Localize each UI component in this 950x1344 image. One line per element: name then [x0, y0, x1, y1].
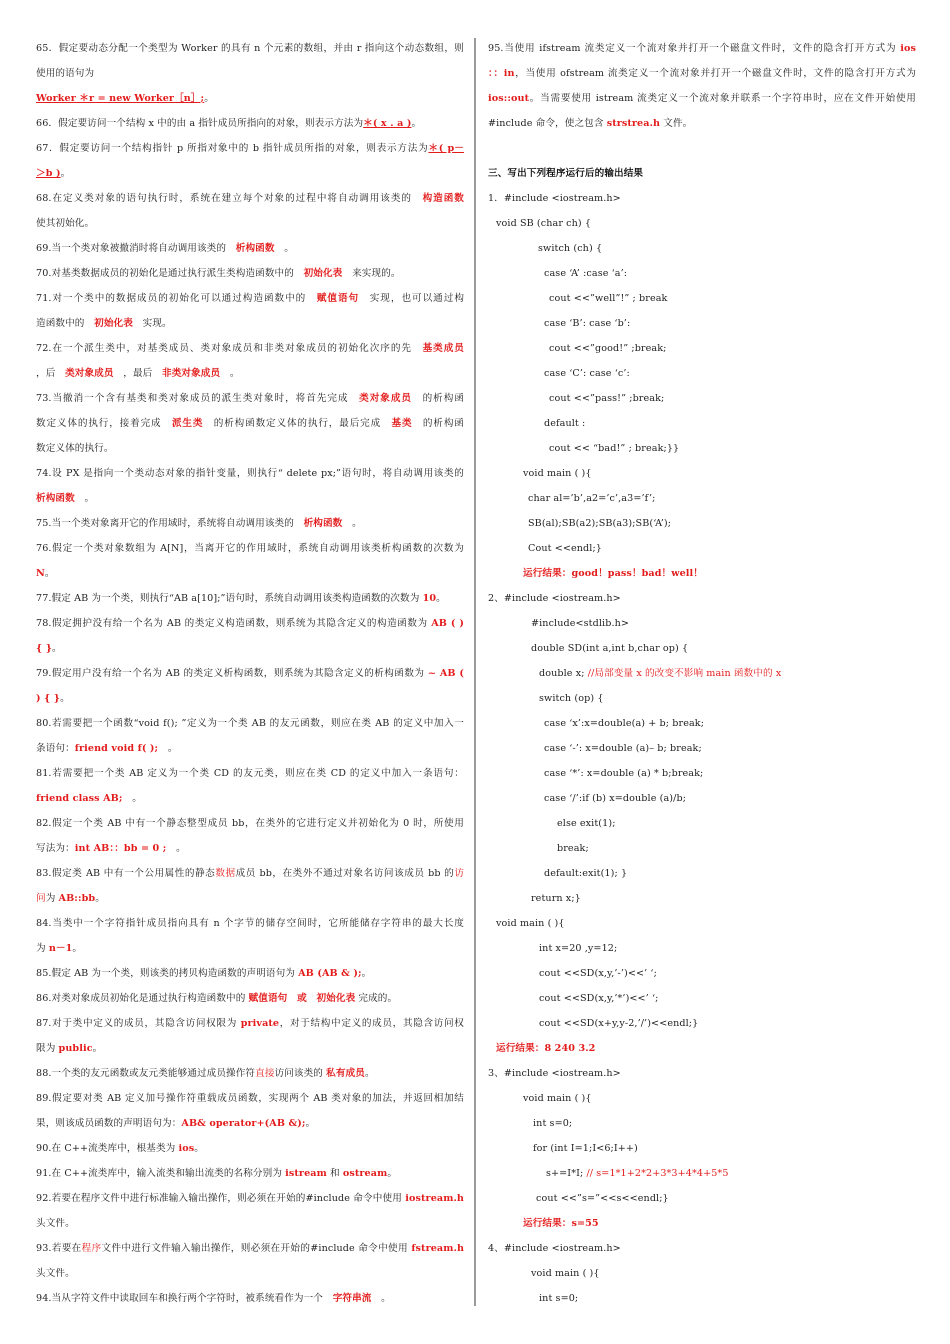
left-text-line: [36, 986, 464, 1011]
answer-text: 类对象成员: [359, 393, 413, 404]
left-text-line: [36, 586, 464, 611]
answer-text: 运行结果：8 240 3.2: [496, 1043, 596, 1054]
text-segment: #include 命令，使之包含: [488, 118, 607, 129]
left-text-line: [36, 886, 464, 911]
text-segment: 。: [95, 893, 105, 904]
text-segment: 85.假定 AB 为一个类，则该类的拷贝构造函数的声明语句为: [36, 968, 299, 979]
left-text-line: [36, 236, 464, 261]
text-segment: 数定义体的执行，接着完成: [36, 418, 172, 429]
text-segment: 。: [342, 518, 362, 529]
text-segment: case ‘x’:x=double(a) + b; break;: [544, 718, 705, 729]
text-segment: else exit(1);: [557, 818, 616, 829]
right-text-line: [488, 661, 916, 686]
answer-text: 初始化表: [94, 318, 133, 329]
right-text-line: [488, 936, 916, 961]
text-segment: double SD(int a,int b,char op) {: [531, 643, 689, 654]
left-text-line: [36, 1136, 464, 1161]
text-segment: 。: [122, 793, 142, 804]
answer-text: 析构函数: [235, 243, 275, 254]
answer-text: { }: [36, 643, 52, 654]
text-segment: 的析构函: [412, 393, 465, 404]
answer-text: int AB：：bb = 0 ;: [74, 843, 167, 854]
text-segment: 。: [387, 1168, 398, 1179]
right-text-line: [488, 311, 916, 336]
right-text-line: [488, 1036, 916, 1061]
right-text-line: [488, 1261, 916, 1286]
answer-text: 10: [422, 593, 437, 604]
text-segment: 。: [220, 368, 240, 379]
text-segment: 文件中进行文件输入输出操作，则必须在开始的#include 命令中使用: [101, 1243, 412, 1254]
answer-text: 初始化表: [303, 268, 343, 279]
left-text-line: [36, 861, 464, 886]
left-text-line: [36, 61, 464, 86]
text-segment: 72.在一个派生类中，对基类成员、类对象成员和非类对象成员的初始化次序的先: [36, 343, 423, 354]
right-text-line: [488, 861, 916, 886]
answer-text: ios: [178, 1143, 195, 1154]
left-text-line: [36, 1261, 464, 1286]
left-text-line: [36, 361, 464, 386]
right-text-line: [488, 136, 916, 161]
left-text-line: [36, 736, 464, 761]
right-text-line: [488, 111, 916, 136]
text-segment: 头文件。: [36, 1268, 75, 1279]
text-segment: 条语句：: [36, 743, 75, 754]
text-segment: case ‘-’: x=double (a)– b; break;: [544, 743, 702, 754]
answer-text: ＞b ): [36, 168, 61, 179]
text-segment: switch (op) {: [539, 693, 604, 704]
left-text-line: [36, 786, 464, 811]
text-segment: void main ( ){: [523, 468, 592, 479]
answer-text: 析构函数: [303, 518, 343, 529]
left-text-line: [36, 1211, 464, 1236]
text-segment: void main ( ){: [531, 1268, 600, 1279]
text-segment: 的析构函数定义体的执行，最后完成: [203, 418, 392, 429]
left-text-line: [36, 611, 464, 636]
text-segment: 。: [411, 118, 422, 129]
text-segment: 68.在定义类对象的语句执行时，系统在建立每个对象的过程中将自动调用该类的: [36, 193, 423, 204]
text-segment: 75.当一个类对象离开它的作用域时，系统将自动调用该类的: [36, 518, 304, 529]
right-text-line: [488, 786, 916, 811]
text-segment: 。: [166, 843, 186, 854]
right-text-line: [488, 211, 916, 236]
text-segment: 来实现的。: [342, 268, 401, 279]
text-segment: 86.对类对象成员初始化是通过执行构造函数中的: [36, 993, 249, 1004]
text-segment: 为: [45, 893, 59, 904]
section-heading: 三、写出下列程序运行后的输出结果: [488, 168, 644, 179]
text-segment: break;: [557, 843, 589, 854]
right-text-line: [488, 361, 916, 386]
right-text-line: [488, 561, 916, 586]
answer-text: 派生类: [171, 418, 204, 429]
answer-text: ：：in: [488, 68, 515, 79]
answer-text: fstream.h: [411, 1243, 465, 1254]
text-segment: 89.假定要对类 AB 定义加号操作符重载成员函数，实现两个 AB 类对象的加法，并返回相加结: [36, 1093, 464, 1104]
right-text-line: [488, 1111, 916, 1136]
right-text-line: [488, 161, 916, 186]
answer-text: private: [240, 1018, 280, 1029]
answer-text: 构造函数: [422, 193, 464, 204]
text-segment: 93.若要在: [36, 1243, 82, 1254]
answer-text: 非类对象成员: [162, 368, 221, 379]
text-segment: 3、#include <iostream.h>: [488, 1068, 621, 1079]
text-segment: 。: [72, 943, 83, 954]
left-text-line: [36, 111, 464, 136]
text-segment: 94.当从字符文件中读取回车和换行两个字符时，被系统看作为一个: [36, 1293, 333, 1304]
right-text-line: [488, 1086, 916, 1111]
text-segment: [287, 993, 297, 1004]
left-text-line: [36, 311, 464, 336]
right-text-line: [488, 686, 916, 711]
left-text-line: [36, 1086, 464, 1111]
text-segment: 限为: [36, 1043, 59, 1054]
text-segment: ，最后: [113, 368, 163, 379]
answer-text: 运行结果：good！pass！bad！well！: [523, 568, 703, 579]
answer-text: 运行结果：s=55: [523, 1218, 599, 1229]
answer-text: 赋值语句: [248, 993, 288, 1004]
text-segment: 83.假定类 AB 中有一个公用属性的静态: [36, 868, 216, 879]
text-segment: 2、#include <iostream.h>: [488, 593, 621, 604]
left-text-line: [36, 811, 464, 836]
text-segment: 完成的。: [355, 993, 398, 1004]
text-segment: 90.在 C++流类库中，根基类为: [36, 1143, 179, 1154]
text-segment: return x;}: [531, 893, 581, 904]
answer-text: friend void f( );: [74, 743, 159, 754]
column-divider: [474, 38, 476, 1306]
left-text-line: [36, 136, 464, 161]
text-segment: 74.设 PX 是指向一个类动态对象的指针变量，则执行“ delete px;”语句时，将自动调用该类的: [36, 468, 464, 479]
text-segment: void SB (char ch) {: [496, 218, 592, 229]
text-segment: 88.一个类的友元函数或友元类能够通过成员操作符: [36, 1068, 256, 1079]
text-segment: cout <<SD(x,y,’*’)<<’ ‘;: [539, 993, 659, 1004]
answer-text: 析构函数: [36, 493, 75, 504]
left-text-line: [36, 536, 464, 561]
text-segment: case ‘A’ :case ‘a’:: [544, 268, 628, 279]
text-segment: 。: [60, 168, 71, 179]
text-segment: 果，则该成员函数的声明语句为：: [36, 1118, 182, 1129]
answer-text: 基类成员: [422, 343, 464, 354]
text-segment: //局部变量 x 的改变不影响 main 函数中的 x: [587, 668, 782, 679]
right-text-line: [488, 836, 916, 861]
answer-text: 私有成员: [326, 1068, 365, 1079]
text-segment: 65．假定要动态分配一个类型为 Worker 的具有 n 个元素的数组，并由 r 指向这个动态数组，则: [36, 43, 464, 54]
text-segment: #include<stdlib.h>: [531, 618, 630, 629]
right-text-line: [488, 586, 916, 611]
text-segment: ，当使用 ofstream 流类定义一个流对象并打开一个磁盘文件时，文件的隐含打开方式为: [514, 68, 916, 79]
answer-text: AB::bb: [58, 893, 96, 904]
right-text-line: [488, 286, 916, 311]
answer-text: 或: [297, 993, 307, 1004]
text-segment: 73.当撤消一个含有基类和类对象成员的派生类对象时，将首先完成: [36, 393, 360, 404]
text-segment: 。: [274, 243, 294, 254]
text-segment: 80.若需要把一个函数“void f(); ”定义为一个类 AB 的友元函数，则应在类 AB 的定义中加入一: [36, 718, 464, 729]
right-text-line: [488, 1161, 916, 1186]
right-text-line: [488, 736, 916, 761]
text-segment: 数据: [215, 868, 236, 879]
right-text-line: [488, 536, 916, 561]
left-text-line: [36, 211, 464, 236]
left-text-line: [36, 486, 464, 511]
left-text-line: [36, 561, 464, 586]
right-text-line: [488, 1236, 916, 1261]
left-text-line: [36, 1011, 464, 1036]
right-text-line: [488, 1286, 916, 1311]
answer-text: AB (AB & );: [298, 968, 362, 979]
right-text-line: [488, 1061, 916, 1086]
answer-text: 初始化表: [316, 993, 356, 1004]
text-segment: 87.对于类中定义的成员，其隐含访问权限为: [36, 1018, 241, 1029]
text-segment: cout << “bad!” ; break;}}: [549, 443, 680, 454]
answer-text: ostream: [342, 1168, 388, 1179]
left-text-line: [36, 411, 464, 436]
text-segment: 数定义体的执行。: [36, 443, 114, 454]
text-segment: cout <<”well”!” ; break: [549, 293, 668, 304]
right-text-line: [488, 1186, 916, 1211]
left-text-line: [36, 1161, 464, 1186]
text-segment: cout <<SD(x+y,y-2,’/’)<<endl;}: [539, 1018, 699, 1029]
text-segment: cout <<SD(x,y,’-’)<<’ ‘;: [539, 968, 657, 979]
answer-text: ~ AB (: [427, 668, 464, 679]
text-segment: 写法为：: [36, 843, 75, 854]
text-segment: 78.假定拥护没有给一个名为 AB 的类定义构造函数，则系统为其隐含定义的构造函数为: [36, 618, 432, 629]
text-segment: 。: [74, 493, 95, 504]
left-text-line: [36, 836, 464, 861]
text-segment: 问: [36, 893, 46, 904]
text-segment: void main ( ){: [496, 918, 565, 929]
text-segment: 程序: [81, 1243, 102, 1254]
text-segment: 。: [44, 568, 55, 579]
answer-text: ＊( p－: [428, 143, 464, 154]
left-text-line: [36, 686, 464, 711]
text-segment: 实现。: [132, 318, 172, 329]
left-text-line: [36, 86, 464, 111]
text-segment: 76.假定一个类对象数组为 A[N]，当离开它的作用域时，系统自动调用该类析构函数的次数为: [36, 543, 464, 554]
left-text-line: [36, 186, 464, 211]
left-text-line: [36, 1111, 464, 1136]
text-segment: 访问该类的: [274, 1068, 327, 1079]
left-text-line: [36, 636, 464, 661]
right-text-line: [488, 486, 916, 511]
text-segment: 66．假定要访问一个结构 x 中的由 a 指针成员所指向的对象，则表示方法为: [36, 118, 364, 129]
text-segment: ，对于结构中定义的成员，其隐含访问权: [279, 1018, 464, 1029]
text-segment: 成员 bb，在类外不通过对象名访问该成员 bb 的: [235, 868, 455, 879]
right-text-line: [488, 911, 916, 936]
left-text-line: [36, 336, 464, 361]
left-text-line: [36, 761, 464, 786]
text-segment: cout <<”pass!” ;break;: [549, 393, 665, 404]
left-text-line: [36, 436, 464, 461]
text-segment: SB(al);SB(a2);SB(a3);SB(‘A’);: [528, 518, 672, 529]
left-text-line: [36, 1286, 464, 1311]
answer-text: ) { }: [36, 693, 61, 704]
left-text-line: [36, 961, 464, 986]
answer-text: strstrea.h: [606, 118, 661, 129]
text-segment: 访: [454, 868, 465, 879]
right-text-line: [488, 811, 916, 836]
text-segment: int x=20 ,y=12;: [539, 943, 618, 954]
text-segment: switch (ch) {: [538, 243, 603, 254]
text-segment: 69.当一个类对象被撤消时将自动调用该类的: [36, 243, 236, 254]
text-segment: 82.假定一个类 AB 中有一个静态整型成员 bb，在类外的它进行定义并初始化为 0 时，所使用: [36, 818, 464, 829]
text-segment: 。: [158, 743, 178, 754]
text-segment: 81.若需要把一个类 AB 定义为一个类 CD 的友元类，则应在类 CD 的定义中加入一条语句：: [36, 768, 464, 779]
left-text-line: [36, 1036, 464, 1061]
text-segment: 95.当使用 ifstream 流类定义一个流对象并打开一个磁盘文件时，文件的隐含打开方式为: [488, 43, 901, 54]
text-segment: 77.假定 AB 为一个类，则执行“AB a[10];”语句时，系统自动调用该类构造函数的次数为: [36, 593, 423, 604]
left-text-line: [36, 1186, 464, 1211]
right-column: [488, 36, 916, 1311]
right-text-line: [488, 61, 916, 86]
text-segment: for (int I=1;I<6;I++): [533, 1143, 638, 1154]
answer-text: ios::out: [488, 93, 530, 104]
left-text-line: [36, 1061, 464, 1086]
right-text-line: [488, 36, 916, 61]
text-segment: cout <<”s=”<<s<<endl;}: [536, 1193, 669, 1204]
right-text-line: [488, 236, 916, 261]
right-text-line: [488, 461, 916, 486]
right-text-line: [488, 886, 916, 911]
right-text-line: [488, 436, 916, 461]
left-text-line: [36, 161, 464, 186]
text-segment: 使用的语句为: [36, 68, 95, 79]
text-segment: 直接: [255, 1068, 275, 1079]
text-segment: 67．假定要访问一个结构指针 p 所指对象中的 b 指针成员所指的对象，则表示方法为: [36, 143, 429, 154]
text-segment: 71.对一个类中的数据成员的初始化可以通过构造函数中的: [36, 293, 317, 304]
answer-text: ios: [900, 43, 916, 54]
answer-text: ＊( x . a ): [363, 118, 412, 129]
right-text-line: [488, 1211, 916, 1236]
answer-text: public: [58, 1043, 93, 1054]
right-text-line: [488, 261, 916, 286]
left-text-line: [36, 511, 464, 536]
text-segment: 和: [326, 1168, 343, 1179]
text-segment: 。: [204, 93, 214, 104]
answer-text: 类对象成员: [65, 368, 114, 379]
text-segment: 使其初始化。: [36, 218, 95, 229]
right-text-line: [488, 761, 916, 786]
left-text-line: [36, 911, 464, 936]
text-segment: case ‘B’: case ‘b’:: [544, 318, 631, 329]
left-text-line: [36, 711, 464, 736]
right-text-line: [488, 511, 916, 536]
text-segment: 造函数中的: [36, 318, 95, 329]
text-segment: 91.在 C++流类库中，输入流类和输出流类的名称分别为: [36, 1168, 286, 1179]
answer-text: N: [36, 568, 45, 579]
right-text-line: [488, 986, 916, 1011]
text-segment: case ‘C’: case ‘c’:: [544, 368, 630, 379]
answer-text: istream: [285, 1168, 327, 1179]
text-segment: ，后: [36, 368, 66, 379]
text-segment: 。: [361, 968, 372, 979]
text-segment: int s=0;: [533, 1118, 573, 1129]
text-segment: 84.当类中一个字符指针成员指向具有 n 个字节的储存空间时，它所能储存字符串的最大长度: [36, 918, 464, 929]
answer-text: friend class AB;: [36, 793, 123, 804]
text-segment: 70.对基类数据成员的初始化是通过执行派生类构造函数中的: [36, 268, 304, 279]
text-segment: 文件。: [660, 118, 693, 129]
right-text-line: [488, 386, 916, 411]
text-segment: Cout <<endl;}: [528, 543, 602, 554]
right-text-line: [488, 86, 916, 111]
text-segment: cout <<”good!” ;break;: [549, 343, 667, 354]
answer-text: 赋值语句: [316, 293, 360, 304]
text-segment: // s=1*1+2*2+3*3+4*4+5*5: [586, 1168, 729, 1179]
text-segment: 。: [92, 1043, 103, 1054]
right-text-line: [488, 611, 916, 636]
text-segment: default:exit(1); }: [544, 868, 628, 879]
text-segment: 实现，也可以通过构: [359, 293, 465, 304]
answer-text: Worker ＊r = new Worker［n］;: [36, 93, 205, 104]
text-segment: 为: [36, 943, 49, 954]
text-segment: 头文件。: [36, 1218, 75, 1229]
text-segment: int s=0;: [539, 1293, 579, 1304]
text-segment: 。: [194, 1143, 204, 1154]
right-text-line: [488, 961, 916, 986]
right-text-line: [488, 636, 916, 661]
right-text-line: [488, 1011, 916, 1036]
left-text-line: [36, 36, 464, 61]
answer-text: n－1: [48, 943, 73, 954]
text-segment: 。当需要使用 istream 流类定义一个流对象并联系一个字符串时，应在文件开始使用: [529, 93, 916, 104]
answer-text: iostream.h: [405, 1193, 464, 1204]
left-text-line: [36, 1236, 464, 1261]
text-segment: case ‘/’:if (b) x=double (a)/b;: [544, 793, 687, 804]
text-segment: 。: [60, 693, 70, 704]
right-text-line: [488, 336, 916, 361]
right-text-line: [488, 186, 916, 211]
answer-text: 字符串流: [332, 1293, 372, 1304]
text-segment: 。: [436, 593, 446, 604]
text-segment: 4、#include <iostream.h>: [488, 1243, 621, 1254]
answer-text: AB& operator+(AB &);: [181, 1118, 306, 1129]
answer-text: 基类: [391, 418, 413, 429]
text-segment: 79.假定用户没有给一个名为 AB 的类定义析构函数，则系统为其隐含定义的析构函数为: [36, 668, 428, 679]
text-segment: 。: [371, 1293, 391, 1304]
left-text-line: [36, 461, 464, 486]
right-text-line: [488, 1136, 916, 1161]
text-segment: void main ( ){: [523, 1093, 592, 1104]
text-segment: 。: [305, 1118, 316, 1129]
text-segment: s+=I*I;: [546, 1168, 587, 1179]
right-text-line: [488, 711, 916, 736]
left-column: [36, 36, 464, 1311]
text-segment: 1．#include <iostream.h>: [488, 193, 621, 204]
left-text-line: [36, 261, 464, 286]
left-text-line: [36, 661, 464, 686]
right-text-line: [488, 411, 916, 436]
left-text-line: [36, 286, 464, 311]
left-text-line: [36, 386, 464, 411]
text-segment: case ‘*’: x=double (a) * b;break;: [544, 768, 704, 779]
text-segment: 的析构函: [412, 418, 464, 429]
answer-text: AB ( ): [431, 618, 464, 629]
text-segment: 。: [51, 643, 62, 654]
text-segment: double x;: [539, 668, 588, 679]
text-segment: 92.若要在程序文件中进行标准输入输出操作，则必须在开始的#include 命令中使用: [36, 1193, 406, 1204]
text-segment: char al=’b’,a2=’c’,a3=’f’;: [528, 493, 656, 504]
text-segment: default :: [544, 418, 586, 429]
left-text-line: [36, 936, 464, 961]
text-segment: 。: [364, 1068, 375, 1079]
